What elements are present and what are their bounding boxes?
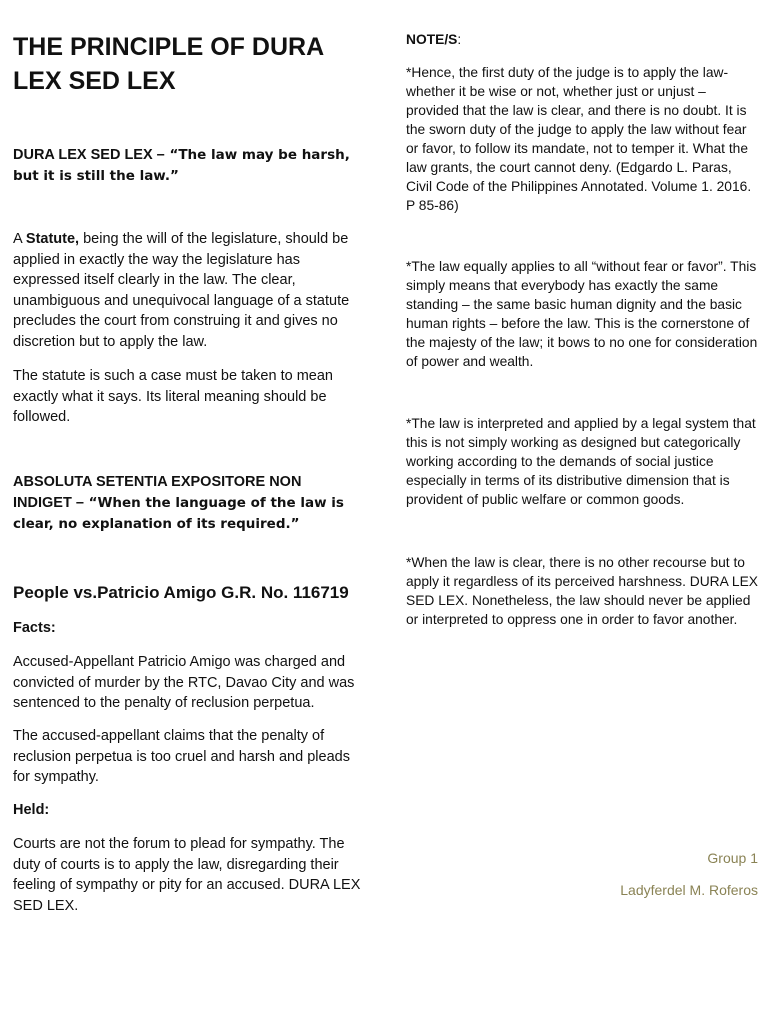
- held-paragraph: Courts are not the forum to plead for sympathy. The duty of courts is to apply the law, disregarding their feeling of sympathy or pity for an accused. DURA LEX SED LEX.: [13, 836, 361, 914]
- statute-rest: being the will of the legislature, should be applied in exactly the way the legislature has expressed itself clearly in the law. The clear, unambiguous and unequivocal language of a statute precludes the court from construing it and gives no discretion but to apply the law.: [13, 231, 350, 350]
- note-2-rest: This simply means that everybody has exactly the same standing – the same basic human dignity and the basic human rights – before the law. This is the cornerstone of the majesty of the law; it bows to no one for consideration of power and wealth.: [406, 259, 758, 369]
- facts-label: Facts:: [13, 620, 56, 636]
- notes-colon: :: [457, 32, 462, 47]
- absoluta-prefix: ABSOLUTA SETENTIA EXPOSITORE NON INDIGET –: [13, 474, 302, 511]
- note-2-lead: *The law equally applies to all “without fear or favor”.: [406, 259, 727, 274]
- notes-heading: [406, 30, 461, 49]
- statute-lead: A: [13, 231, 26, 247]
- statute-paragraph: [13, 229, 363, 352]
- facts-paragraph-1: Accused-Appellant Patricio Amigo was charged and convicted of murder by the RTC, Davao City and was sentenced to the penalty of reclusion perpetua.: [13, 654, 355, 711]
- statute-paragraph-2: The statute is such a case must be taken to mean exactly what it says. Its literal meaning should be followed.: [13, 368, 333, 425]
- held-label: Held:: [13, 802, 50, 818]
- notes-label: NOTE/S: [406, 32, 458, 47]
- author-name: Ladyferdel M. Roferos: [620, 882, 758, 898]
- absoluta-heading: [13, 472, 363, 535]
- statute-bold: Statute,: [25, 231, 80, 247]
- note-4: *When the law is clear, there is no other recourse but to apply it regardless of its perceived harshness. DURA LEX SED LEX. Nonetheless, the law should never be applied or interpreted to oppress one in order to favor another.: [406, 555, 758, 627]
- note-3: *The law is interpreted and applied by a legal system that this is not simply working as designed but categorically working according to the demands of social justice especially in terms of its distributive dimension that is provident of public welfare or common goods.: [406, 416, 756, 507]
- group-label: Group 1: [707, 850, 758, 866]
- case-title: People vs.Patricio Amigo G.R. No. 116719: [13, 583, 349, 602]
- note-2: [406, 257, 758, 371]
- note-1: *Hence, the first duty of the judge is to apply the law- whether it be wise or not, whether just or unjust – provided that the law is clear, and there is no doubt. It is the sworn duty of the judge to apply the law without fear or favor, to follow its mandate, not to temper it. What the law grants, the court cannot deny. (Edgardo L. Paras, Civil Code of the Philippines Annotated. Volume 1. 2016. P 85-86): [406, 65, 752, 213]
- facts-paragraph-2: The accused-appellant claims that the penalty of reclusion perpetua is too cruel and harsh and pleads for sympathy.: [13, 728, 350, 785]
- dura-lex-quote: “The law may be harsh, but it is still the law.”: [13, 147, 350, 184]
- absoluta-quote: “When the language of the law is clear, no explanation of its required.”: [13, 495, 344, 532]
- dura-lex-prefix: DURA LEX SED LEX –: [13, 147, 165, 163]
- dura-lex-heading: [13, 145, 363, 187]
- page-title: THE PRINCIPLE OF DURA LEX SED LEX: [13, 33, 324, 95]
